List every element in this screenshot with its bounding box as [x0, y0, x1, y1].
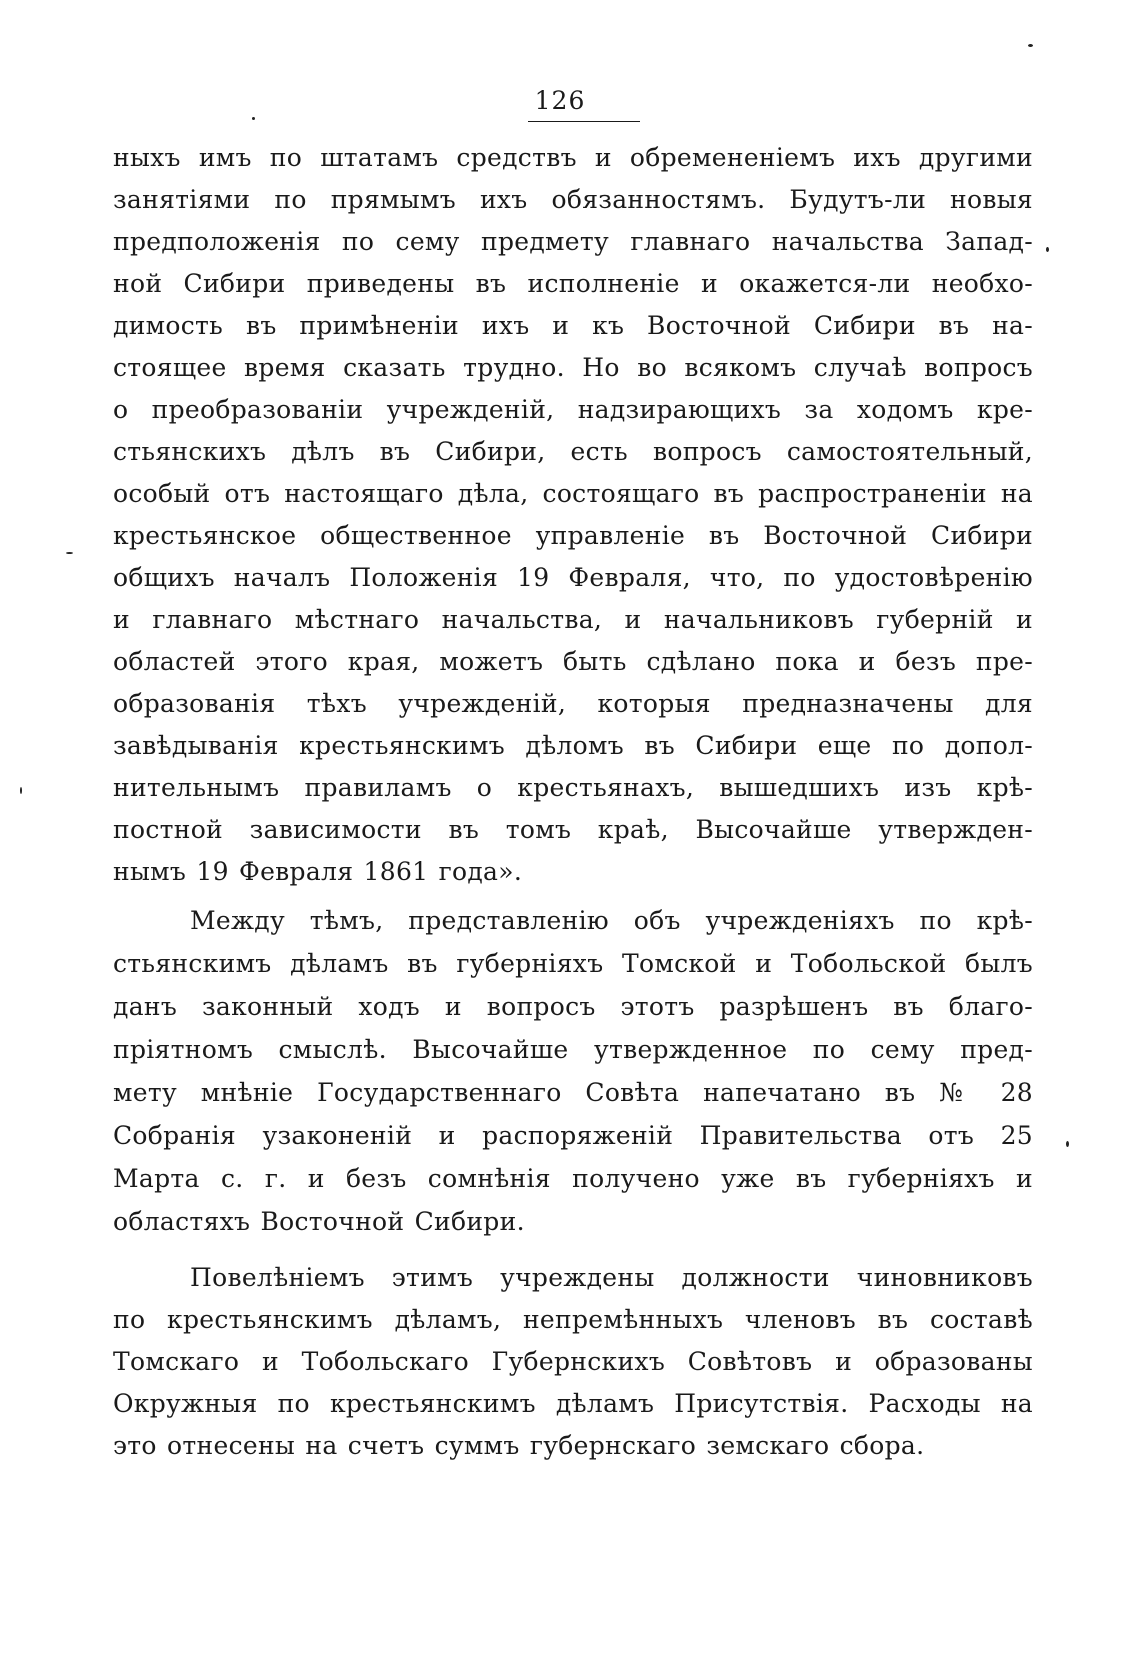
text-line: особый отъ настоящаго дѣла, состоящаго въ распространеніи на [113, 479, 1033, 508]
text-line: димость въ примѣненіи ихъ и къ Восточной Сибири въ на- [113, 311, 1033, 340]
text-line: Окружныя по крестьянскимъ дѣламъ Присутствія. Расходы на [113, 1389, 1033, 1418]
text-line: нительнымъ правиламъ о крестьянахъ, вышедшихъ изъ крѣ- [113, 773, 1033, 802]
scan-speck [20, 787, 22, 794]
text-line: завѣдыванія крестьянскимъ дѣломъ въ Сибири еще по допол- [113, 731, 1033, 760]
scan-speck [1046, 247, 1049, 252]
text-line: крестьянское общественное управленіе въ Восточной Сибири [113, 521, 1033, 550]
text-line: по крестьянскимъ дѣламъ, непремѣнныхъ членовъ въ составѣ [113, 1305, 1033, 1334]
text-line: и главнаго мѣстнаго начальства, и начальниковъ губерній и [113, 605, 1033, 634]
text-line: стьянскимъ дѣламъ въ губерніяхъ Томской и Тобольской былъ [113, 949, 1033, 978]
page-number: 126 [534, 86, 586, 115]
text-line: занятіями по прямымъ ихъ обязанностямъ. Будутъ-ли новыя [113, 185, 1033, 214]
text-line: Повелѣніемъ этимъ учреждены должности чиновниковъ [190, 1263, 1033, 1292]
text-line: стоящее время сказать трудно. Но во всякомъ случаѣ вопросъ [113, 353, 1033, 382]
text-line: постной зависимости въ томъ краѣ, Высочайше утвержден- [113, 815, 1033, 844]
text-line: Томскаго и Тобольскаго Губернскихъ Совѣтовъ и образованы [113, 1347, 1033, 1376]
text-line: данъ законный ходъ и вопросъ этотъ разрѣшенъ въ благо- [113, 992, 1033, 1021]
text-line: Собранія узаконеній и распоряженій Правительства отъ 25 [113, 1121, 1033, 1150]
text-line: пріятномъ смыслѣ. Высочайше утвержденное по сему пред- [113, 1035, 1033, 1064]
text-line: о преобразованіи учрежденій, надзирающихъ за ходомъ кре- [113, 395, 1033, 424]
text-line: стьянскихъ дѣлъ въ Сибири, есть вопросъ самостоятельный, [113, 437, 1033, 466]
text-line: Марта с. г. и безъ сомнѣнія получено уже въ губерніяхъ и [113, 1164, 1033, 1193]
text-line: нымъ 19 Февраля 1861 года». [113, 857, 523, 886]
text-line: это отнесены на счетъ суммъ губернскаго земскаго сбора. [113, 1431, 925, 1460]
text-line: областей этого края, можетъ быть сдѣлано пока и безъ пре- [113, 647, 1033, 676]
scan-speck [1066, 1141, 1069, 1147]
scan-speck [66, 552, 73, 554]
text-line: Между тѣмъ, представленію объ учрежденіяхъ по крѣ- [190, 906, 1033, 935]
text-line: предположенія по сему предмету главнаго начальства Запад- [113, 227, 1033, 256]
text-line: общихъ началъ Положенія 19 Февраля, что, по удостовѣренію [113, 563, 1033, 592]
text-line: мету мнѣніе Государственнаго Совѣта напечатано въ № 28 [113, 1078, 1033, 1107]
scan-speck [252, 117, 255, 120]
scan-speck [1028, 44, 1033, 47]
text-line: областяхъ Восточной Сибири. [113, 1207, 525, 1236]
text-line: ной Сибири приведены въ исполненіе и окажется-ли необхо- [113, 269, 1033, 298]
text-line: ныхъ имъ по штатамъ средствъ и обремененіемъ ихъ другими [113, 143, 1033, 172]
page-number-rule [528, 121, 640, 122]
text-line: образованія тѣхъ учрежденій, которыя предназначены для [113, 689, 1033, 718]
